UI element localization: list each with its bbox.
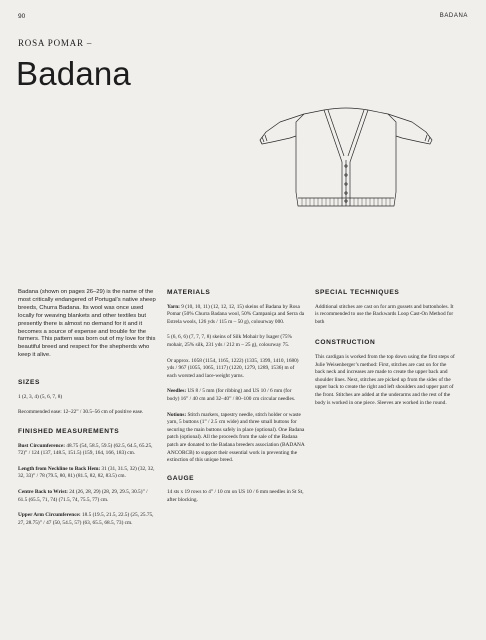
bust-circumference: Bust Circumference: 48.75 (54, 58.5, 59.5) (62.5, 64.5, 65.25, 72)” / 124 (137, 148.5, 151.5) (159, 164, 166, 183) cm. — [18, 442, 153, 457]
centre-back-to-wrist: Centre Back to Wrist: 24 (26, 28, 29) (28, 29, 29.5, 30.5)” / 61.5 (65.5, 71, 74) (71.5, 74, 75.5, 77) cm. — [18, 488, 148, 503]
running-head: BADANA — [439, 13, 468, 19]
materials-mohair: 5 (6, 6, 6) (7, 7, 7, 8) skeins of Silk Mohair by Isager (75% mohair, 25% silk, 231 yds / 212 m – 25 g), colourway 75. — [167, 334, 292, 348]
gauge-heading: GAUGE — [167, 474, 195, 482]
column-left — [18, 289, 158, 535]
sizes-values: 1 (2, 3, 4) (5, 6, 7, 8) — [18, 393, 63, 400]
materials-approx: Or approx. 1058 (1154, 1165, 1222) (1335, 1399, 1410, 1680) yds / 967 (1055, 1065, 1117) (1220, 1279, 1289, 1536) m of each worsted and lace-weight yarns. — [167, 357, 299, 379]
page-number: 90 — [18, 13, 26, 20]
construction-text: This cardigan is worked from the top down using the first steps of Julie Weisenberger’s method: First, stitches are cast on for the back neck and increases are made to create the upper back and shoulder lines. Next, stitches are picked up from the sides of the upper back to create the right and left shoulders and upper part of the front. Stitches are added at the underarms and the rest of the body is worked in one piece. Sleeves are worked in the round. — [315, 353, 455, 406]
sizes-heading: SIZES — [18, 379, 41, 387]
finished-measurements-heading: FINISHED MEASUREMENTS — [18, 427, 120, 435]
length-neckline-to-hem: Length from Neckline to Back Hem: 31 (31, 31.5, 32) (32, 32, 32, 33)” / 78 (79.5, 80, 81) (81.5, 82, 82, 83.5) cm. — [18, 465, 155, 480]
construction-heading: CONSTRUCTION — [315, 339, 376, 347]
upper-arm-circumference: Upper Arm Circumference: 18.5 (19.5, 21.5, 22.5) (25, 25.75, 27, 28.75)” / 47 (50, 54.5, 57) (63, 65.5, 68.5, 73) cm. — [18, 512, 154, 526]
materials-heading: MATERIALS — [167, 289, 211, 296]
cardigan-sketch — [258, 104, 434, 214]
designer-name: ROSA POMAR – — [18, 38, 93, 48]
materials-notions: Notions: Stitch markers, tapestry needle, stitch holder or waste yarn, 5 buttons (1” / 2.5 cm wide) and three small buttons for securing the main buttons safely in place (optional). One Badana patch (optional). All the proceeds from the sale of the Badana patch are donated to the Badana breeders association (BADANA ANCORCB) to support their essential work in preventing the extinction of this unique breed. — [167, 411, 305, 464]
special-techniques-heading: SPECIAL TECHNIQUES — [315, 289, 400, 296]
special-techniques-text: Additional stitches are cast on for arm gussets and buttonholes. It is recommended to use the Backwards Loop Cast-On Method for both — [315, 303, 454, 325]
materials-needles: Needles: US 8 / 5 mm (for ribbing) and US 10 / 6 mm (for body) 16” / 40 cm and 32–40” / 80–100 cm circular needles. — [167, 388, 296, 402]
materials-yarn: Yarn: 9 (10, 10, 11) (12, 12, 12, 15) skeins of Badana by Rosa Pomar (50% Churra Badana wool, 50% Campaniça and Serra da Estrela wools, 126 yds / 115 m – 50 g), colourway 000. — [167, 303, 305, 325]
gauge-text: 14 sts x 19 rows to 4” / 10 cm on US 10 / 6 mm needles in St St, after blocking. — [167, 489, 304, 503]
column-middle — [167, 289, 305, 512]
pattern-title: Badana — [16, 55, 131, 92]
recommended-ease: Recommended ease: 12–22” / 30.5–56 cm of positive ease. — [18, 409, 144, 416]
intro-paragraph: Badana (shown on pages 26–29) is the name of the most critically endangered of Portugal’s native sheep breeds, Churra Badana. Its wool was once used locally for weaving blankets and other textiles but presently there is almost no demand for it and it becomes a source of expense and trouble for the farmers. This pattern was born out of my love for this beautiful breed and respect for the shepherds who keep it alive. — [18, 289, 156, 359]
column-right — [315, 289, 455, 415]
